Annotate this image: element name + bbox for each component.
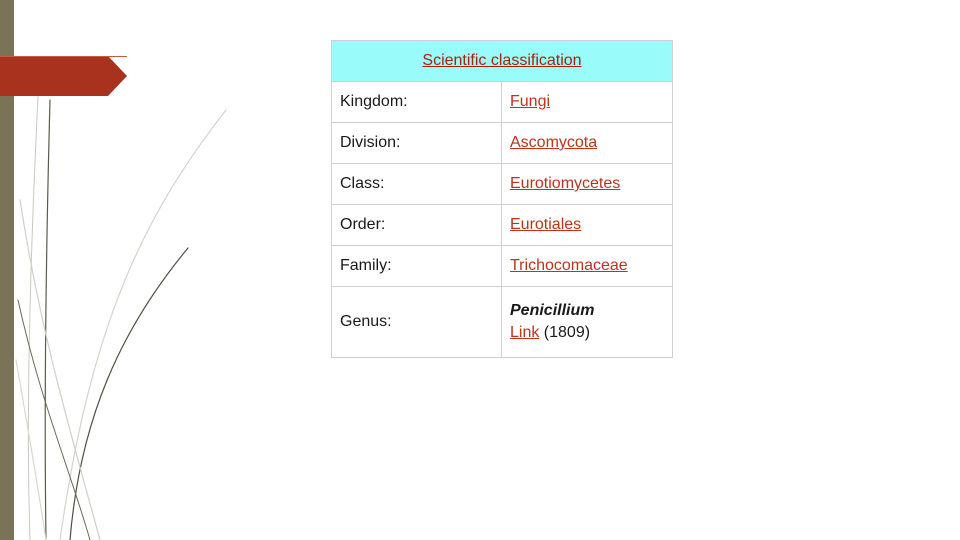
taxon-link[interactable]: Eurotiomycetes: [510, 175, 621, 192]
rank-label: Order:: [332, 205, 502, 246]
rank-value: [502, 246, 673, 287]
taxon-link[interactable]: Eurotiales: [510, 216, 582, 233]
table-row: [332, 205, 673, 246]
rank-label: Kingdom:: [332, 82, 502, 123]
genus-value: [502, 287, 673, 358]
scientific-classification-link[interactable]: Scientific classification: [422, 52, 582, 69]
rank-label: Family:: [332, 246, 502, 287]
rank-value: [502, 82, 673, 123]
rank-label: Division:: [332, 123, 502, 164]
table-header: [332, 41, 673, 82]
rank-value: [502, 205, 673, 246]
genus-name: Penicillium: [510, 302, 595, 319]
rank-value: [502, 123, 673, 164]
scientific-classification-table: [331, 40, 673, 358]
accent-arrow-tab: [0, 56, 127, 96]
table-row: [332, 164, 673, 205]
taxon-link[interactable]: Trichocomaceae: [510, 257, 628, 274]
genus-author-link[interactable]: Link: [510, 324, 540, 341]
rank-value: [502, 164, 673, 205]
rank-label: Class:: [332, 164, 502, 205]
table-row: [332, 82, 673, 123]
rank-label: Genus:: [332, 287, 502, 358]
table-row-genus: [332, 287, 673, 358]
taxon-link[interactable]: Ascomycota: [510, 134, 598, 151]
taxon-link[interactable]: Fungi: [510, 93, 551, 110]
genus-year: (1809): [539, 324, 591, 341]
table-row: [332, 246, 673, 287]
table-row: [332, 123, 673, 164]
